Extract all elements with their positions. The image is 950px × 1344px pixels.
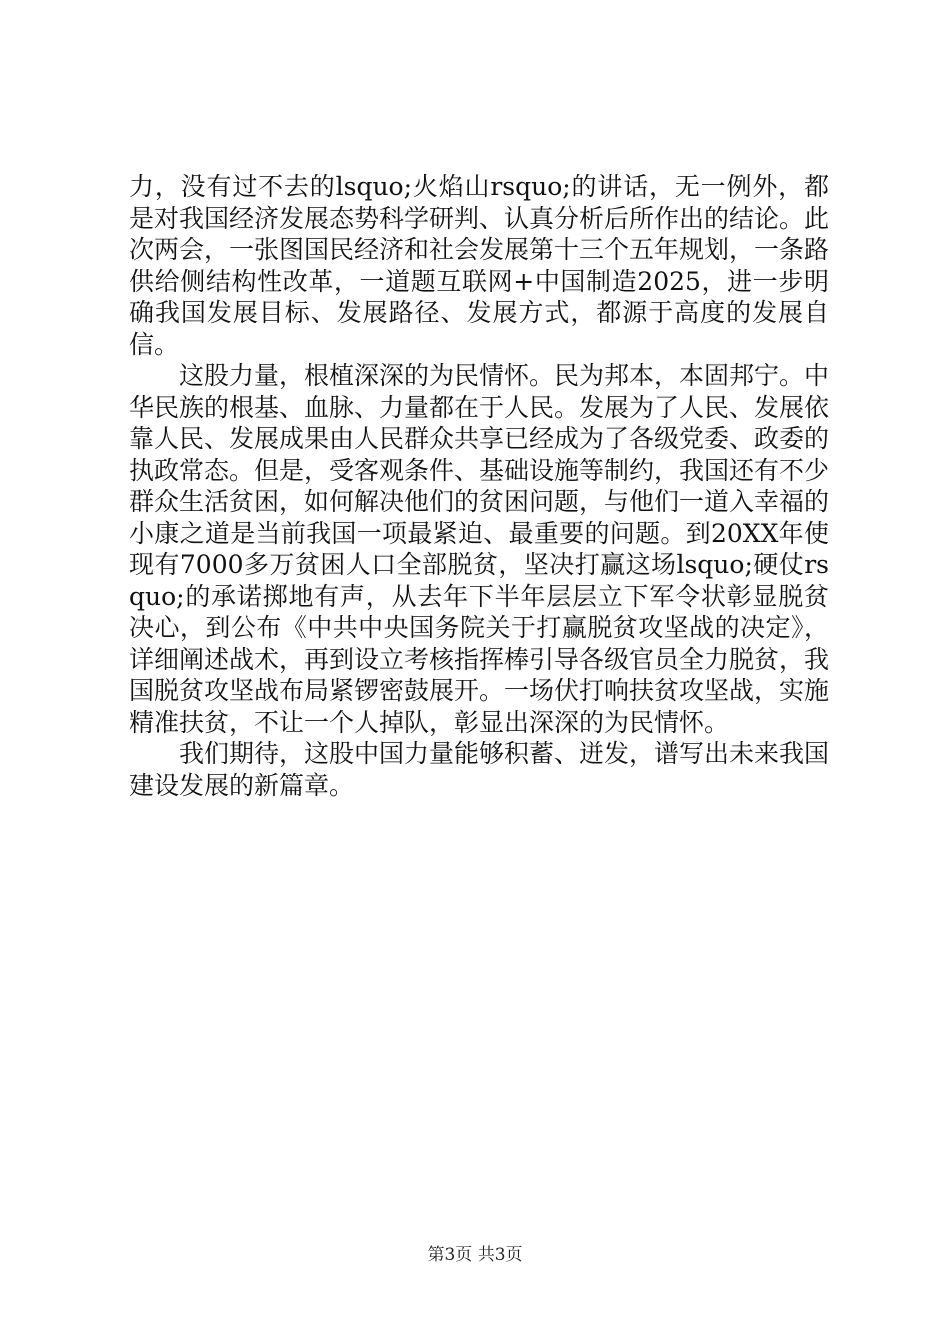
document-body <box>129 171 829 801</box>
paragraph-people-sentiment: 这股力量，根植深深的为民情怀。民为邦本，本固邦宁。中华民族的根基、血脉、力量都在于人民。发展为了人民、发展依靠人民、发展成果由人民群众共享已经成为了各级党委、政委的执政常态。但是，受客观条件、基础设施等制约，我国还有不少群众生活贫困，如何解决他们的贫困问题，与他们一道入幸福的小康之道是当前我国一项最紧迫、最重要的问题。到20XX年使现有7000多万贫困人口全部脱贫，坚决打赢这场lsquo;硬仗rsquo;的承诺掷地有声，从去年下半年层层立下军令状彰显脱贫决心，到公布《中共中央国务院关于打赢脱贫攻坚战的决定》，详细阐述战术，再到设立考核指挥棒引导各级官员全力脱贫，我国脱贫攻坚战布局紧锣密鼓展开。一场伏打响扶贫攻坚战，实施精准扶贫，不让一个人掉队，彰显出深深的为民情怀。 <box>129 361 830 737</box>
paragraph-conclusion: 我们期待，这股中国力量能够积蓄、迸发，谱写出未来我国建设发展的新篇章。 <box>129 739 830 800</box>
page-footer: 第3页 共3页 <box>427 1245 523 1265</box>
paragraph-continuation: 力，没有过不去的lsquo;火焰山rsquo;的讲话，无一例外，都是对我国经济发展态势科学研判、认真分析后所作出的结论。此次两会，一张图国民经济和社会发展第十三个五年规划，一条路供给侧结构性改革，一道题互联网+中国制造2025，进一步明确我国发展目标、发展路径、发展方式，都源于高度的发展自信。 <box>129 172 830 359</box>
